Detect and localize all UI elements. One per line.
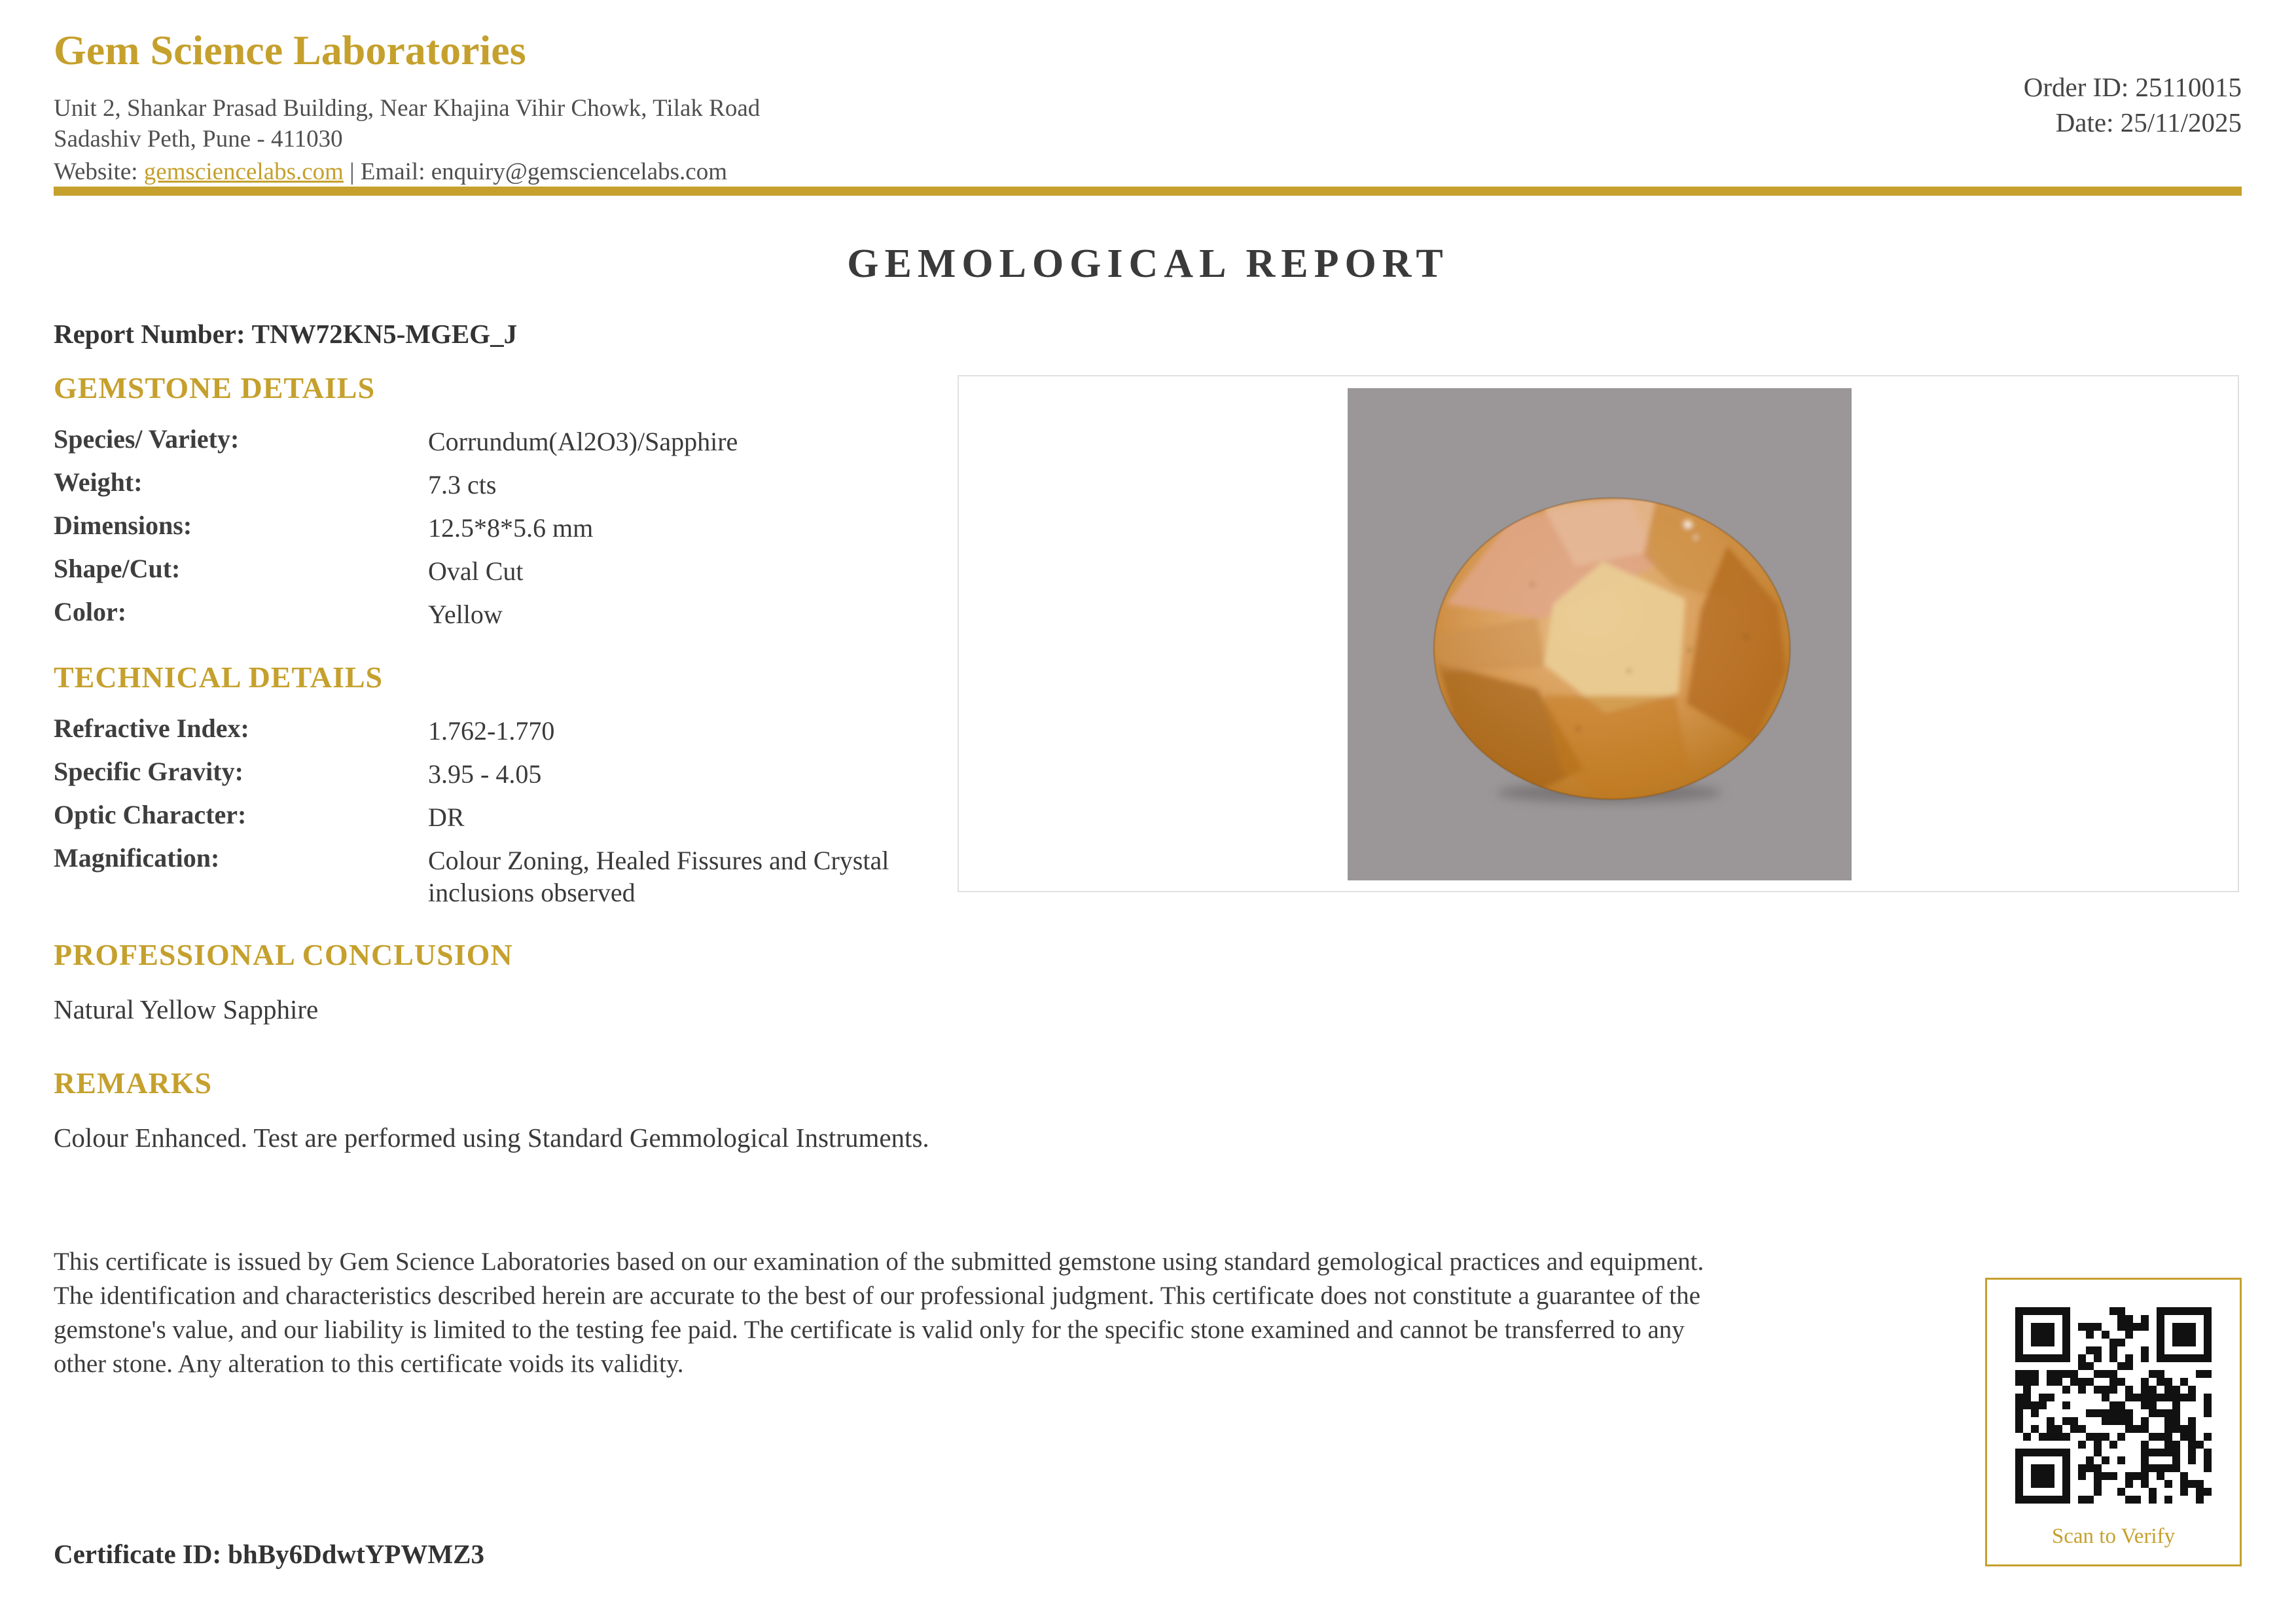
table-row (54, 555, 738, 587)
address-line-2: Sadashiv Peth, Pune - 411030 (54, 126, 343, 153)
certificate-id-value: bhBy6DdwtYPWMZ3 (228, 1539, 484, 1569)
table-row (54, 758, 939, 790)
row-label: Specific Gravity: (54, 757, 243, 786)
row-label: Magnification: (54, 843, 220, 873)
separator: | (350, 158, 355, 185)
contact-line (54, 156, 760, 187)
disclaimer-text: This certificate is issued by Gem Science Laboratories based on our examination of the submitted gemstone using standard gemological practices and equipment. The identification and characteristics described herein are accurate to the best of our professional judgment. This certificate does not constitute a guarantee of the gemstone's value, and our liability is limited to the testing fee paid. The certificate is valid only for the specific stone examined and cannot be transferred to any other stone. Any alteration to this certificate voids its validity. (54, 1248, 1704, 1378)
order-id: Order ID: 25110015 (2023, 72, 2242, 102)
table-row (54, 469, 738, 501)
email-value: enquiry@gemsciencelabs.com (431, 158, 727, 185)
row-value: DR (428, 803, 465, 832)
address-line-1: Unit 2, Shankar Prasad Building, Near Khajina Vihir Chowk, Tilak Road (54, 95, 761, 122)
row-value: 12.5*8*5.6 mm (428, 513, 594, 543)
report-number (54, 318, 524, 350)
gem-photo (1348, 388, 1852, 880)
email-label: Email: (360, 158, 425, 185)
remarks-text: Colour Enhanced. Test are performed using Standard Gemmological Instruments. (54, 1123, 929, 1153)
technical-details-table (54, 715, 939, 920)
row-label: Dimensions: (54, 511, 192, 540)
remarks-heading: REMARKS (54, 1066, 213, 1100)
order-info (2024, 69, 2242, 140)
row-label: Refractive Index: (54, 713, 249, 743)
row-value: Corrundum(Al2O3)/Sapphire (428, 427, 738, 456)
row-label: Optic Character: (54, 800, 247, 829)
gemstone-details-heading: GEMSTONE DETAILS (54, 371, 376, 405)
oval-gemstone-image (1348, 388, 1852, 880)
conclusion-text: Natural Yellow Sapphire (54, 994, 319, 1024)
table-row (54, 844, 939, 909)
conclusion-heading: PROFESSIONAL CONCLUSION (54, 938, 513, 971)
row-value: Colour Zoning, Healed Fissures and Crystal inclusions observed (428, 846, 889, 907)
row-value: Yellow (428, 600, 503, 629)
row-label: Color: (54, 597, 127, 626)
table-row (54, 598, 738, 630)
row-label: Shape/Cut: (54, 554, 181, 583)
qr-caption: Scan to Verify (2051, 1525, 2176, 1548)
page-title: GEMOLOGICAL REPORT (847, 242, 1449, 286)
website-label: Website: (54, 158, 138, 185)
row-label: Weight: (54, 467, 143, 497)
report-date: Date: 25/11/2025 (2055, 107, 2242, 137)
table-row (54, 425, 738, 458)
qr-code (2015, 1307, 2212, 1504)
row-label: Species/ Variety: (54, 424, 240, 454)
report-number-value: TNW72KN5-MGEG_J (251, 319, 518, 349)
certificate-id (54, 1538, 491, 1570)
gem-photo-frame (958, 375, 2239, 892)
technical-details-heading: TECHNICAL DETAILS (54, 660, 384, 694)
table-row (54, 512, 738, 544)
table-row (54, 801, 939, 833)
gemstone-details-table (54, 425, 738, 641)
row-value: Oval Cut (428, 556, 524, 586)
table-row (54, 715, 939, 747)
header (54, 26, 760, 187)
row-value: 7.3 cts (428, 470, 497, 499)
report-number-label: Report Number: (54, 319, 245, 349)
website-link[interactable]: gemsciencelabs.com (143, 158, 344, 185)
row-value: 3.95 - 4.05 (428, 759, 542, 789)
row-value: 1.762-1.770 (428, 716, 555, 746)
gold-divider-bar (54, 187, 2242, 196)
lab-name: Gem Science Laboratories (54, 27, 526, 73)
verification-qr-panel (1985, 1278, 2242, 1566)
certificate-id-label: Certificate ID: (54, 1539, 222, 1569)
